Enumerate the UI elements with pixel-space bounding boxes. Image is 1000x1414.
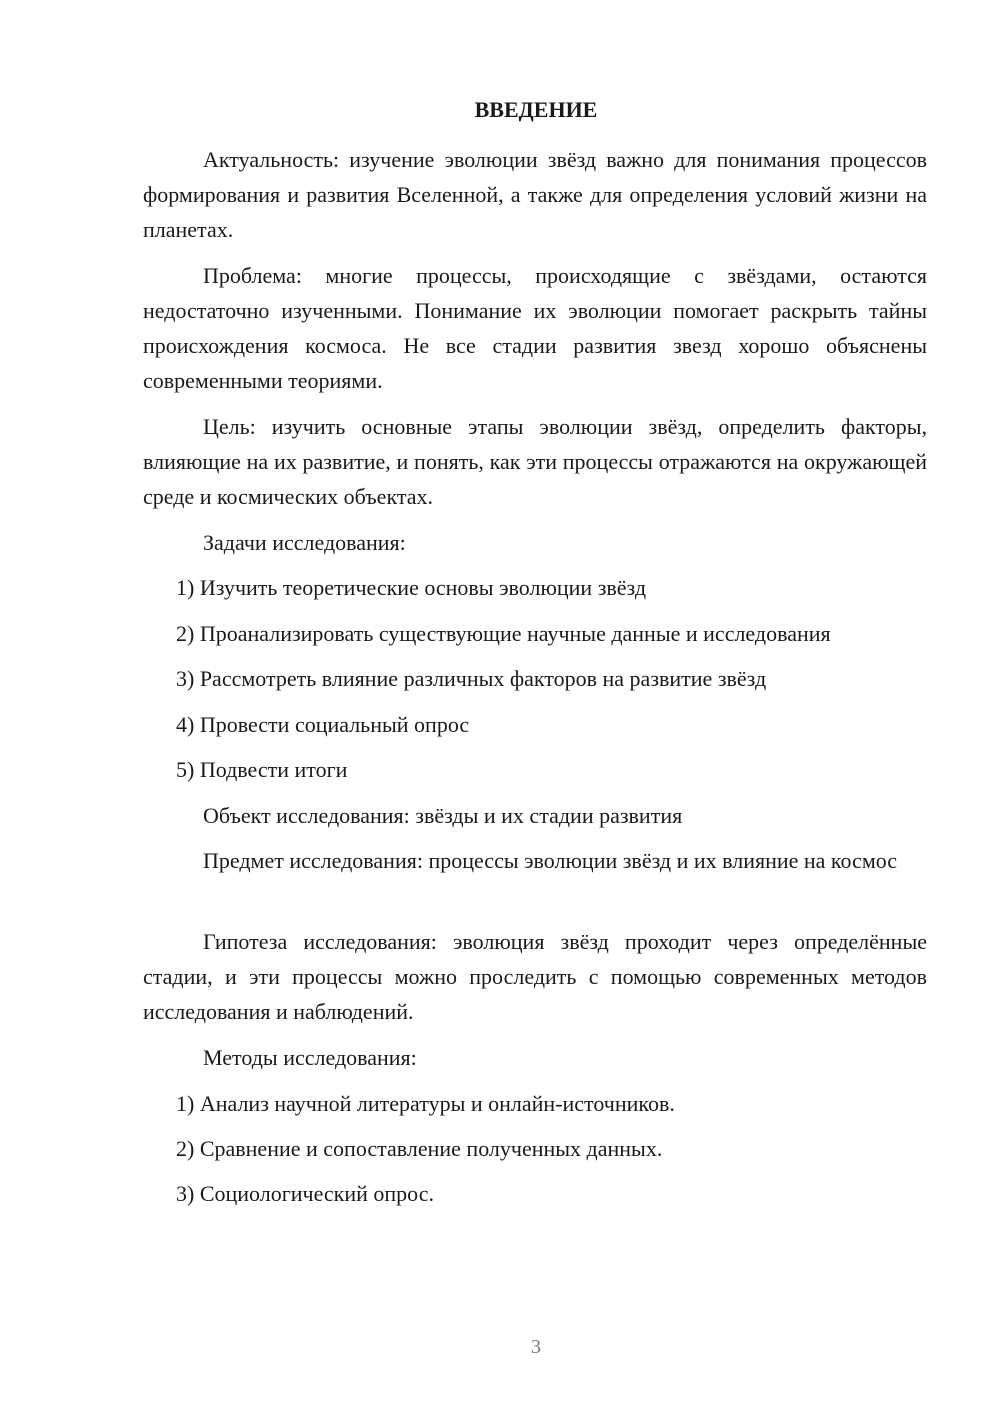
task-item-1: 1) Изучить теоретические основы эволюции звёзд [176, 575, 647, 600]
task-item-5: 5) Подвести итоги [176, 757, 348, 782]
relevance-paragraph: Актуальность: изучение эволюции звёзд важно для понимания процессов формирования и развития Вселенной, а также для определения условий жизни на планетах. [143, 147, 927, 242]
methods-heading: Методы исследования: [203, 1045, 417, 1070]
page-number: 3 [531, 1336, 541, 1358]
subject-paragraph: Предмет исследования: процессы эволюции звёзд и их влияние на космос [203, 848, 898, 873]
object-paragraph: Объект исследования: звёзды и их стадии развития [203, 803, 683, 828]
method-item-2: 2) Сравнение и сопоставление полученных данных. [176, 1136, 663, 1161]
section-heading: ВВЕДЕНИЕ [474, 97, 598, 122]
task-item-2: 2) Проанализировать существующие научные данные и исследования [176, 621, 831, 646]
tasks-heading: Задачи исследования: [203, 530, 406, 555]
method-item-3: 3) Социологический опрос. [176, 1181, 434, 1206]
task-item-3: 3) Рассмотреть влияние различных факторов на развитие звёзд [176, 666, 767, 691]
problem-paragraph: Проблема: многие процессы, происходящие с звёздами, остаются недостаточно изученными. Понимание их эволюции помогает раскрыть тайны происхождения космоса. Не все стадии развития звезд хорошо объяснены современными теориями. [143, 263, 927, 393]
goal-paragraph: Цель: изучить основные этапы эволюции звёзд, определить факторы, влияющие на их развитие, и понять, как эти процессы отражаются на окружающей среде и космических объектах. [143, 414, 927, 509]
task-item-4: 4) Провести социальный опрос [176, 712, 470, 737]
hypothesis-paragraph: Гипотеза исследования: эволюция звёзд проходит через определённые стадии, и эти процессы можно проследить с помощью современных методов исследования и наблюдений. [143, 929, 927, 1024]
method-item-1: 1) Анализ научной литературы и онлайн-источников. [176, 1091, 675, 1116]
